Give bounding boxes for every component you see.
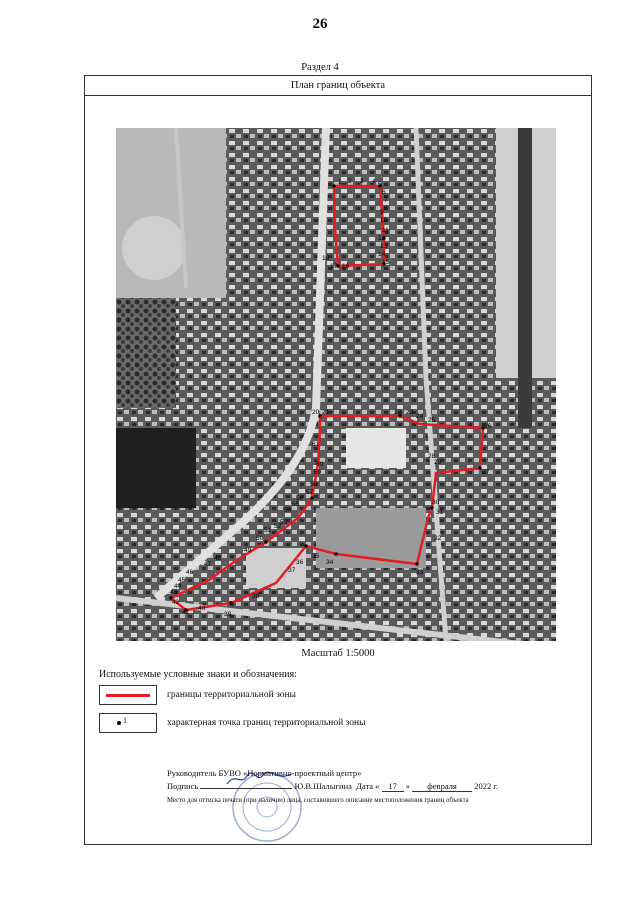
point-label: 8	[384, 205, 388, 212]
point-label: 28	[428, 453, 436, 460]
date-month: февраля	[412, 781, 472, 792]
point-label: 52	[274, 523, 282, 530]
sign-label: Подпись	[167, 781, 199, 791]
point-label: 20	[312, 409, 320, 416]
point-label: 42	[172, 599, 180, 606]
aerial-map	[116, 128, 556, 641]
sign-blank	[200, 788, 292, 789]
point-label: 14	[378, 251, 386, 258]
plan-title: План границ объекта	[85, 76, 591, 96]
point-label: 23	[406, 409, 414, 416]
legend-point-symbol	[99, 713, 157, 733]
point-label: 30	[432, 499, 440, 506]
page-number: 26	[312, 16, 328, 32]
legend-line-symbol	[99, 685, 157, 705]
point-label: 60	[316, 461, 324, 468]
point-label: 25	[428, 417, 436, 424]
point-label: 49	[244, 547, 252, 554]
point-label: 53	[280, 519, 288, 526]
point-label: 1	[338, 179, 342, 186]
point-label: 22	[394, 409, 402, 416]
point-label: 17	[330, 263, 338, 270]
signature-line: Подпись Ю.В.Шалыгина Дата « 17 » февраля 2022 г.	[167, 781, 498, 791]
point-label: 54	[284, 507, 292, 514]
point-label: 11	[382, 227, 389, 234]
point-marker	[310, 496, 313, 499]
point-label: 10	[380, 217, 388, 224]
point-label: 21	[322, 409, 330, 416]
legend-point-text: характерная точка границ территориальной зоны	[167, 718, 366, 728]
legend-line-text: границы территориальной зоны	[167, 690, 297, 700]
point-marker	[334, 552, 337, 555]
point-label: 45	[178, 577, 186, 584]
point-marker	[304, 544, 307, 547]
legend-point-sample: 1	[123, 716, 127, 725]
point-label: 18	[322, 255, 330, 262]
point-label: 36	[296, 559, 304, 566]
point-label: 38	[252, 593, 260, 600]
point-label: 16	[342, 263, 350, 270]
point-label: 56	[296, 495, 304, 502]
point-label: 27	[482, 469, 490, 476]
legend-title: Используемые условные знаки и обозначения:	[99, 669, 297, 680]
date-day: 17	[382, 781, 404, 792]
point-label: 47	[204, 561, 212, 568]
point-label: 61	[312, 441, 320, 448]
point-marker	[264, 540, 267, 543]
point-marker	[430, 506, 433, 509]
point-label: 7	[384, 197, 388, 204]
point-label: 43	[170, 589, 178, 596]
point-label: 32	[434, 535, 442, 542]
point-label: 46	[186, 569, 194, 576]
point-label: 39	[224, 611, 232, 618]
point-label: 2	[348, 178, 352, 185]
point-label: 41	[182, 609, 190, 616]
map-scale: Масштаб 1:5000	[301, 648, 375, 659]
point-label: 55	[292, 501, 300, 508]
point-label: 58	[310, 481, 318, 488]
point-label: 9	[380, 209, 384, 216]
stamp-note: Место для оттиска печати (при наличии) лица, составившего описание местоположения границ объекта	[167, 797, 469, 804]
signer-name: Ю.В.Шалыгина	[294, 781, 352, 791]
point-label: 31	[436, 509, 444, 516]
point-label: 26	[484, 423, 492, 430]
point-label: 5	[378, 181, 382, 188]
point-label: 6	[382, 189, 386, 196]
point-label: 50	[256, 535, 264, 542]
point-label: 29	[434, 459, 442, 466]
point-label: 40	[198, 605, 206, 612]
point-label: 44	[174, 583, 182, 590]
point-label: 24	[416, 413, 424, 420]
point-label: 59	[314, 469, 322, 476]
point-label: 34	[326, 559, 334, 566]
point-marker	[415, 562, 418, 565]
date-label: Дата «	[356, 781, 380, 791]
point-label: 13	[380, 243, 388, 250]
point-label: 33	[416, 569, 424, 576]
signer-title: Руководитель БУВО «Нормативно-проектный центр»	[167, 768, 362, 778]
point-label: 35	[312, 553, 320, 560]
point-label: 3	[360, 178, 364, 185]
point-label: 15	[382, 259, 390, 266]
point-label: 4	[372, 178, 376, 185]
point-label: 57	[306, 489, 314, 496]
point-label: 51	[264, 527, 272, 534]
point-label: 48	[214, 555, 222, 562]
point-marker	[332, 184, 335, 187]
point-label: 12	[378, 235, 386, 242]
date-year: 2022 г.	[474, 781, 498, 791]
point-label: 37	[288, 567, 296, 574]
section-heading: Раздел 4	[301, 62, 339, 73]
plan-frame	[84, 75, 592, 845]
point-marker	[229, 601, 232, 604]
